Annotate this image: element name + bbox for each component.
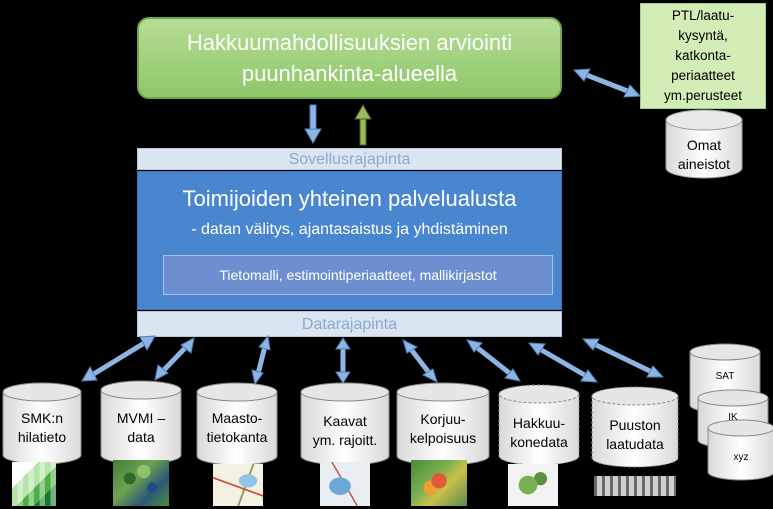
source-label-maasto bbox=[197, 409, 277, 447]
top-box-line1: Hakkuumahdollisuuksien arviointi bbox=[186, 30, 513, 55]
omat-line1: Omat bbox=[686, 137, 722, 153]
source-label-korjuu bbox=[397, 410, 489, 448]
ptl-line: kysyntä, bbox=[678, 28, 728, 43]
source-line1: Hakkuu- bbox=[512, 415, 566, 431]
source-label-kaavat bbox=[301, 412, 389, 450]
source-label-smk bbox=[3, 409, 81, 447]
down-arrow bbox=[305, 105, 321, 143]
double-arrow-smk bbox=[82, 336, 155, 381]
double-arrow-hakkuukone bbox=[467, 340, 520, 381]
source-label-puuston bbox=[592, 416, 678, 454]
ptl-double-arrow bbox=[574, 69, 640, 97]
double-arrow-puuston bbox=[529, 343, 597, 382]
omat-line2: aineistot bbox=[677, 156, 731, 172]
source-line1: Puuston bbox=[609, 417, 661, 433]
double-arrow-mvmi bbox=[155, 338, 194, 380]
source-line1: Kaavat bbox=[323, 413, 367, 429]
ptl-line: ym.perusteet bbox=[663, 88, 743, 103]
source-line1: Maasto- bbox=[211, 410, 263, 426]
source-line2: laatudata bbox=[606, 436, 664, 452]
source-label-mvmi bbox=[101, 409, 181, 447]
source-line2: hilatieto bbox=[17, 429, 67, 445]
source-line1: SMK:n bbox=[20, 410, 63, 426]
mvmi-map-image bbox=[113, 460, 169, 506]
sovellusrajapinta-strip: Sovellusrajapinta bbox=[137, 148, 562, 170]
tietomalli-box: Tietomalli, estimointiperiaatteet, mallikirjastot bbox=[163, 255, 553, 295]
ptl-line: periaatteet bbox=[671, 68, 735, 83]
ptl-line: PTL/laatu- bbox=[671, 8, 735, 23]
hakkuukone-map-image bbox=[508, 464, 558, 506]
smk-grid-image bbox=[12, 462, 56, 506]
platform-subtitle: - datan välitys, ajantasaistus ja yhdistäminen bbox=[191, 221, 508, 238]
source-line2: kelpoisuus bbox=[409, 430, 477, 446]
ptl-line: katkonta- bbox=[675, 48, 731, 63]
source-line2: ym. rajoitt. bbox=[312, 432, 378, 448]
puuston-log-image bbox=[594, 476, 676, 496]
maasto-map-image bbox=[213, 464, 263, 506]
omat-aineistot-label bbox=[666, 136, 742, 174]
kaavat-map-image bbox=[320, 462, 370, 506]
double-arrow-maasto bbox=[252, 336, 270, 384]
double-arrow-stack bbox=[583, 339, 663, 377]
source-line2: konedata bbox=[510, 434, 568, 450]
source-line2: data bbox=[127, 429, 155, 445]
double-arrow-korjuu bbox=[403, 340, 437, 382]
korjuu-map-image bbox=[411, 460, 467, 506]
stack-label-ik: IK bbox=[728, 412, 738, 423]
platform-title: Toimijoiden yhteinen palvelualusta bbox=[182, 186, 517, 211]
source-line1: MVMI – bbox=[116, 410, 166, 426]
double-arrow-kaavat bbox=[336, 338, 350, 383]
stack-label-xyz: xyz bbox=[733, 452, 749, 463]
source-line2: tietokanta bbox=[206, 429, 268, 445]
datarajapinta-strip: Datarajapinta bbox=[137, 311, 562, 337]
up-arrow bbox=[355, 105, 371, 145]
stack-label-sat: SAT bbox=[715, 371, 735, 382]
source-label-hakkuukone bbox=[499, 414, 579, 452]
top-box-line2: puunhankinta-alueella bbox=[241, 61, 458, 86]
source-line1: Korjuu- bbox=[420, 411, 466, 427]
